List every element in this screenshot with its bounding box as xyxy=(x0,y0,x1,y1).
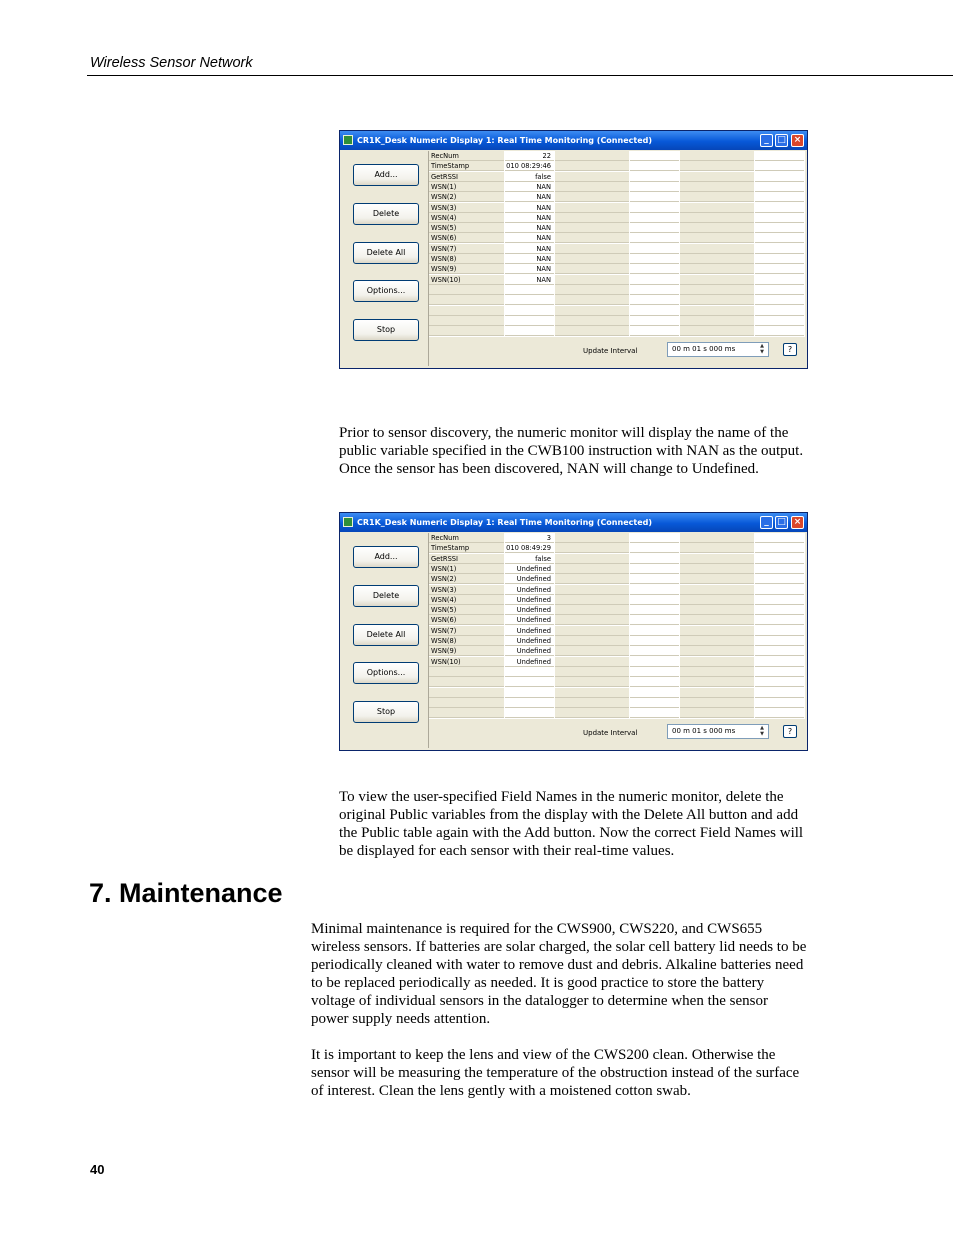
empty-cell[interactable] xyxy=(630,615,679,625)
empty-cell[interactable] xyxy=(630,605,679,615)
field-value-cell[interactable]: false xyxy=(505,172,554,182)
grid-column xyxy=(429,533,504,719)
paragraph-nan-explanation: Prior to sensor discovery, the numeric monitor will display the name of the public variable specified in the CWB100 instruction with NAN as the output. Once the sensor has been discovered, NAN will change to Undefined. xyxy=(339,425,804,477)
app-icon xyxy=(343,135,353,145)
grid-column xyxy=(505,533,554,719)
empty-cell[interactable] xyxy=(755,244,804,254)
empty-cell[interactable] xyxy=(555,533,629,543)
empty-cell[interactable] xyxy=(680,585,754,595)
empty-cell[interactable] xyxy=(630,554,679,564)
empty-cell[interactable] xyxy=(630,264,679,274)
empty-cell[interactable] xyxy=(555,151,629,161)
options-button[interactable]: Options... xyxy=(353,662,419,684)
empty-cell[interactable] xyxy=(680,615,754,625)
button-panel xyxy=(342,533,429,748)
empty-cell[interactable] xyxy=(755,605,804,615)
spinner-icon[interactable]: ▲ ▼ xyxy=(760,343,764,355)
numeric-display-window-2 xyxy=(339,512,808,751)
empty-cell[interactable] xyxy=(680,605,754,615)
grid-column xyxy=(429,151,504,337)
header-rule xyxy=(87,75,953,76)
empty-cell[interactable] xyxy=(555,306,629,316)
empty-cell[interactable] xyxy=(630,192,679,202)
empty-cell[interactable] xyxy=(755,151,804,161)
update-interval-label: Update Interval xyxy=(583,347,638,355)
field-value-cell[interactable]: Undefined xyxy=(505,605,554,615)
field-name-cell[interactable]: WSN(10) xyxy=(429,275,504,285)
delete-button[interactable]: Delete xyxy=(353,203,419,225)
window-title: CR1K_Desk Numeric Display 1: Real Time Monitoring (Connected) xyxy=(357,518,652,527)
empty-cell[interactable] xyxy=(555,203,629,213)
field-name-cell[interactable]: WSN(8) xyxy=(429,254,504,264)
empty-cell[interactable] xyxy=(755,646,804,656)
empty-cell[interactable] xyxy=(555,316,629,326)
empty-cell[interactable] xyxy=(630,244,679,254)
empty-cell[interactable] xyxy=(555,182,629,192)
field-value-cell[interactable]: NAN xyxy=(505,182,554,192)
empty-cell[interactable] xyxy=(680,275,754,285)
close-icon[interactable]: × xyxy=(791,134,804,147)
field-value-cell[interactable]: Undefined xyxy=(505,657,554,667)
empty-cell[interactable] xyxy=(755,564,804,574)
empty-cell[interactable] xyxy=(755,223,804,233)
update-interval-input[interactable] xyxy=(667,724,769,739)
empty-cell[interactable] xyxy=(755,161,804,171)
empty-cell[interactable] xyxy=(429,698,504,708)
empty-cell[interactable] xyxy=(555,595,629,605)
empty-cell[interactable] xyxy=(505,295,554,305)
empty-cell[interactable] xyxy=(505,316,554,326)
empty-cell[interactable] xyxy=(505,306,554,316)
field-name-cell[interactable]: WSN(10) xyxy=(429,657,504,667)
field-name-cell[interactable]: RecNum xyxy=(429,151,504,161)
field-value-cell[interactable]: Undefined xyxy=(505,595,554,605)
empty-cell[interactable] xyxy=(630,708,679,718)
empty-cell[interactable] xyxy=(429,708,504,718)
update-interval-value: 00 m 01 s 000 ms xyxy=(672,345,736,353)
running-head: Wireless Sensor Network xyxy=(90,55,253,71)
delete-all-button[interactable]: Delete All xyxy=(353,242,419,264)
field-value-cell[interactable]: Undefined xyxy=(505,646,554,656)
empty-cell[interactable] xyxy=(680,533,754,543)
close-icon[interactable]: × xyxy=(791,516,804,529)
empty-cell[interactable] xyxy=(555,564,629,574)
empty-cell[interactable] xyxy=(680,543,754,553)
empty-cell[interactable] xyxy=(755,688,804,698)
status-bar xyxy=(429,720,805,748)
empty-cell[interactable] xyxy=(755,543,804,553)
field-value-cell[interactable]: NAN xyxy=(505,192,554,202)
field-value-cell[interactable]: 3 xyxy=(505,533,554,543)
empty-cell[interactable] xyxy=(755,285,804,295)
field-name-cell[interactable]: RecNum xyxy=(429,533,504,543)
empty-cell[interactable] xyxy=(555,172,629,182)
empty-cell[interactable] xyxy=(630,172,679,182)
empty-cell[interactable] xyxy=(630,698,679,708)
empty-cell[interactable] xyxy=(630,667,679,677)
field-name-cell[interactable]: GetRSSI xyxy=(429,172,504,182)
field-value-cell[interactable]: NAN xyxy=(505,254,554,264)
empty-cell[interactable] xyxy=(680,636,754,646)
field-name-cell[interactable]: WSN(5) xyxy=(429,223,504,233)
empty-cell[interactable] xyxy=(630,182,679,192)
empty-cell[interactable] xyxy=(630,203,679,213)
empty-cell[interactable] xyxy=(680,244,754,254)
field-value-cell[interactable]: NAN xyxy=(505,275,554,285)
empty-cell[interactable] xyxy=(755,316,804,326)
empty-cell[interactable] xyxy=(555,161,629,171)
empty-cell[interactable] xyxy=(505,708,554,718)
spinner-icon[interactable]: ▲ ▼ xyxy=(760,725,764,737)
empty-cell[interactable] xyxy=(680,182,754,192)
empty-cell[interactable] xyxy=(630,574,679,584)
empty-cell[interactable] xyxy=(630,254,679,264)
field-name-cell[interactable]: TimeStamp xyxy=(429,543,504,553)
grid-column xyxy=(755,533,804,719)
empty-cell[interactable] xyxy=(630,688,679,698)
empty-cell[interactable] xyxy=(505,667,554,677)
update-interval-label: Update Interval xyxy=(583,729,638,737)
field-value-cell[interactable]: Undefined xyxy=(505,574,554,584)
help-button[interactable]: ? xyxy=(783,343,797,356)
empty-cell[interactable] xyxy=(680,564,754,574)
empty-cell[interactable] xyxy=(680,223,754,233)
empty-cell[interactable] xyxy=(429,285,504,295)
empty-cell[interactable] xyxy=(755,182,804,192)
button-panel xyxy=(342,151,429,366)
empty-cell[interactable] xyxy=(630,626,679,636)
app-icon xyxy=(343,517,353,527)
delete-all-button[interactable]: Delete All xyxy=(353,624,419,646)
field-value-cell[interactable]: NAN xyxy=(505,244,554,254)
empty-cell[interactable] xyxy=(755,213,804,223)
empty-cell[interactable] xyxy=(555,543,629,553)
paragraph-lens-care: It is important to keep the lens and view of the CWS200 clean. Otherwise the sensor will be measuring the temperature of the obstruction instead of the surface of interest. Clean the lens gently with a moistened cotton swab. xyxy=(311,1047,800,1099)
field-name-cell[interactable]: WSN(9) xyxy=(429,264,504,274)
empty-cell[interactable] xyxy=(555,192,629,202)
empty-cell[interactable] xyxy=(555,254,629,264)
empty-cell[interactable] xyxy=(755,636,804,646)
field-name-cell[interactable]: WSN(9) xyxy=(429,646,504,656)
grid-column xyxy=(680,151,754,337)
empty-cell[interactable] xyxy=(630,275,679,285)
empty-cell[interactable] xyxy=(555,574,629,584)
field-name-cell[interactable]: WSN(8) xyxy=(429,636,504,646)
empty-cell[interactable] xyxy=(429,295,504,305)
empty-cell[interactable] xyxy=(505,688,554,698)
maximize-icon[interactable]: □ xyxy=(775,134,788,147)
field-value-cell[interactable]: NAN xyxy=(505,213,554,223)
empty-cell[interactable] xyxy=(555,223,629,233)
empty-cell[interactable] xyxy=(755,657,804,667)
empty-cell[interactable] xyxy=(680,203,754,213)
numeric-grid[interactable] xyxy=(429,533,805,719)
add-button[interactable]: Add... xyxy=(353,546,419,568)
empty-cell[interactable] xyxy=(680,667,754,677)
field-name-cell[interactable]: WSN(2) xyxy=(429,192,504,202)
field-value-cell[interactable]: Undefined xyxy=(505,626,554,636)
empty-cell[interactable] xyxy=(755,233,804,243)
empty-cell[interactable] xyxy=(680,161,754,171)
grid-column xyxy=(505,151,554,337)
field-name-cell[interactable]: WSN(3) xyxy=(429,203,504,213)
empty-cell[interactable] xyxy=(630,657,679,667)
empty-cell[interactable] xyxy=(555,275,629,285)
empty-cell[interactable] xyxy=(505,326,554,336)
empty-cell[interactable] xyxy=(755,172,804,182)
empty-cell[interactable] xyxy=(680,254,754,264)
empty-cell[interactable] xyxy=(630,213,679,223)
grid-column xyxy=(680,533,754,719)
field-value-cell[interactable]: NAN xyxy=(505,233,554,243)
stop-button[interactable]: Stop xyxy=(353,701,419,723)
empty-cell[interactable] xyxy=(755,574,804,584)
empty-cell[interactable] xyxy=(630,285,679,295)
empty-cell[interactable] xyxy=(680,574,754,584)
empty-cell[interactable] xyxy=(555,605,629,615)
empty-cell[interactable] xyxy=(680,626,754,636)
section-title: 7. Maintenance xyxy=(89,878,283,908)
empty-cell[interactable] xyxy=(680,192,754,202)
empty-cell[interactable] xyxy=(680,708,754,718)
update-interval-input[interactable] xyxy=(667,342,769,357)
empty-cell[interactable] xyxy=(429,677,504,687)
empty-cell[interactable] xyxy=(680,698,754,708)
empty-cell[interactable] xyxy=(429,688,504,698)
numeric-display-window-1 xyxy=(339,130,808,369)
empty-cell[interactable] xyxy=(555,646,629,656)
update-interval-value: 00 m 01 s 000 ms xyxy=(672,727,736,735)
field-value-cell[interactable]: Undefined xyxy=(505,636,554,646)
empty-cell[interactable] xyxy=(555,615,629,625)
paragraph-maintenance: Minimal maintenance is required for the CWS900, CWS220, and CWS655 wireless sensors. If batteries are solar charged, the solar cell battery lid needs to be periodically cleaned with water to remove dust and debris. Alkaline batteries need to be replaced periodically as needed. It is good practice to store the battery voltage of individual sensors in the datalogger to determine when the sensor power supply needs attention. xyxy=(311,921,807,1027)
field-name-cell[interactable]: WSN(6) xyxy=(429,615,504,625)
empty-cell[interactable] xyxy=(630,223,679,233)
empty-cell[interactable] xyxy=(755,203,804,213)
empty-cell[interactable] xyxy=(755,595,804,605)
empty-cell[interactable] xyxy=(555,708,629,718)
grid-column xyxy=(630,533,679,719)
empty-cell[interactable] xyxy=(555,554,629,564)
empty-cell[interactable] xyxy=(680,233,754,243)
empty-cell[interactable] xyxy=(680,213,754,223)
empty-cell[interactable] xyxy=(555,244,629,254)
empty-cell[interactable] xyxy=(630,585,679,595)
empty-cell[interactable] xyxy=(755,295,804,305)
window-title: CR1K_Desk Numeric Display 1: Real Time Monitoring (Connected) xyxy=(357,136,652,145)
field-name-cell[interactable]: WSN(4) xyxy=(429,213,504,223)
empty-cell[interactable] xyxy=(680,306,754,316)
empty-cell[interactable] xyxy=(630,543,679,553)
field-name-cell[interactable]: WSN(6) xyxy=(429,233,504,243)
empty-cell[interactable] xyxy=(755,533,804,543)
status-bar xyxy=(429,338,805,366)
help-button[interactable]: ? xyxy=(783,725,797,738)
stop-button[interactable]: Stop xyxy=(353,319,419,341)
empty-cell[interactable] xyxy=(630,316,679,326)
empty-cell[interactable] xyxy=(680,554,754,564)
empty-cell[interactable] xyxy=(755,585,804,595)
maximize-icon[interactable]: □ xyxy=(775,516,788,529)
field-value-cell[interactable]: NAN xyxy=(505,223,554,233)
empty-cell[interactable] xyxy=(630,533,679,543)
empty-cell[interactable] xyxy=(555,326,629,336)
empty-cell[interactable] xyxy=(630,306,679,316)
field-value-cell[interactable]: 010 08:49:29 xyxy=(505,543,554,553)
empty-cell[interactable] xyxy=(555,698,629,708)
empty-cell[interactable] xyxy=(505,677,554,687)
empty-cell[interactable] xyxy=(630,151,679,161)
empty-cell[interactable] xyxy=(680,295,754,305)
add-button[interactable]: Add... xyxy=(353,164,419,186)
empty-cell[interactable] xyxy=(755,626,804,636)
empty-cell[interactable] xyxy=(755,667,804,677)
empty-cell[interactable] xyxy=(755,306,804,316)
grid-column xyxy=(555,151,629,337)
empty-cell[interactable] xyxy=(555,636,629,646)
empty-cell[interactable] xyxy=(505,285,554,295)
empty-cell[interactable] xyxy=(680,677,754,687)
empty-cell[interactable] xyxy=(555,213,629,223)
empty-cell[interactable] xyxy=(555,677,629,687)
field-value-cell[interactable]: false xyxy=(505,554,554,564)
empty-cell[interactable] xyxy=(755,554,804,564)
empty-cell[interactable] xyxy=(755,254,804,264)
title-bar[interactable] xyxy=(340,513,807,532)
field-value-cell[interactable]: Undefined xyxy=(505,585,554,595)
empty-cell[interactable] xyxy=(680,172,754,182)
field-value-cell[interactable]: NAN xyxy=(505,264,554,274)
empty-cell[interactable] xyxy=(429,326,504,336)
empty-cell[interactable] xyxy=(755,615,804,625)
empty-cell[interactable] xyxy=(630,564,679,574)
delete-button[interactable]: Delete xyxy=(353,585,419,607)
empty-cell[interactable] xyxy=(630,636,679,646)
empty-cell[interactable] xyxy=(630,677,679,687)
empty-cell[interactable] xyxy=(555,688,629,698)
field-name-cell[interactable]: WSN(1) xyxy=(429,182,504,192)
empty-cell[interactable] xyxy=(429,306,504,316)
empty-cell[interactable] xyxy=(680,285,754,295)
grid-column xyxy=(755,151,804,337)
empty-cell[interactable] xyxy=(630,233,679,243)
grid-column xyxy=(630,151,679,337)
title-bar[interactable] xyxy=(340,131,807,150)
empty-cell[interactable] xyxy=(755,264,804,274)
empty-cell[interactable] xyxy=(555,657,629,667)
field-name-cell[interactable]: WSN(2) xyxy=(429,574,504,584)
empty-cell[interactable] xyxy=(429,316,504,326)
empty-cell[interactable] xyxy=(680,688,754,698)
empty-cell[interactable] xyxy=(755,192,804,202)
empty-cell[interactable] xyxy=(680,657,754,667)
empty-cell[interactable] xyxy=(630,595,679,605)
empty-cell[interactable] xyxy=(755,275,804,285)
field-value-cell[interactable]: Undefined xyxy=(505,615,554,625)
minimize-icon[interactable]: _ xyxy=(760,134,773,147)
grid-column xyxy=(555,533,629,719)
empty-cell[interactable] xyxy=(630,646,679,656)
empty-cell[interactable] xyxy=(555,295,629,305)
empty-cell[interactable] xyxy=(755,326,804,336)
options-button[interactable]: Options... xyxy=(353,280,419,302)
empty-cell[interactable] xyxy=(630,326,679,336)
empty-cell[interactable] xyxy=(555,233,629,243)
empty-cell[interactable] xyxy=(555,626,629,636)
empty-cell[interactable] xyxy=(555,667,629,677)
field-name-cell[interactable]: WSN(7) xyxy=(429,626,504,636)
field-name-cell[interactable]: WSN(5) xyxy=(429,605,504,615)
field-value-cell[interactable]: NAN xyxy=(505,203,554,213)
minimize-icon[interactable]: _ xyxy=(760,516,773,529)
empty-cell[interactable] xyxy=(630,295,679,305)
field-value-cell[interactable]: 010 08:29:46 xyxy=(505,161,554,171)
empty-cell[interactable] xyxy=(755,698,804,708)
field-value-cell[interactable]: Undefined xyxy=(505,564,554,574)
empty-cell[interactable] xyxy=(429,667,504,677)
numeric-grid[interactable] xyxy=(429,151,805,337)
empty-cell[interactable] xyxy=(630,161,679,171)
field-name-cell[interactable]: TimeStamp xyxy=(429,161,504,171)
empty-cell[interactable] xyxy=(755,708,804,718)
field-name-cell[interactable]: WSN(3) xyxy=(429,585,504,595)
empty-cell[interactable] xyxy=(555,585,629,595)
field-name-cell[interactable]: GetRSSI xyxy=(429,554,504,564)
field-name-cell[interactable]: WSN(4) xyxy=(429,595,504,605)
empty-cell[interactable] xyxy=(680,646,754,656)
field-value-cell[interactable]: 22 xyxy=(505,151,554,161)
empty-cell[interactable] xyxy=(505,698,554,708)
empty-cell[interactable] xyxy=(555,264,629,274)
empty-cell[interactable] xyxy=(680,595,754,605)
page-number: 40 xyxy=(90,1162,105,1177)
paragraph-field-names: To view the user-specified Field Names in the numeric monitor, delete the original Public variables from the display with the Delete All button and add the Public table again with the Add button. Now the correct Field Names will be displayed for each sensor with their real-time values. xyxy=(339,789,804,859)
empty-cell[interactable] xyxy=(555,285,629,295)
empty-cell[interactable] xyxy=(680,264,754,274)
field-name-cell[interactable]: WSN(7) xyxy=(429,244,504,254)
empty-cell[interactable] xyxy=(755,677,804,687)
field-name-cell[interactable]: WSN(1) xyxy=(429,564,504,574)
empty-cell[interactable] xyxy=(680,316,754,326)
empty-cell[interactable] xyxy=(680,151,754,161)
empty-cell[interactable] xyxy=(680,326,754,336)
